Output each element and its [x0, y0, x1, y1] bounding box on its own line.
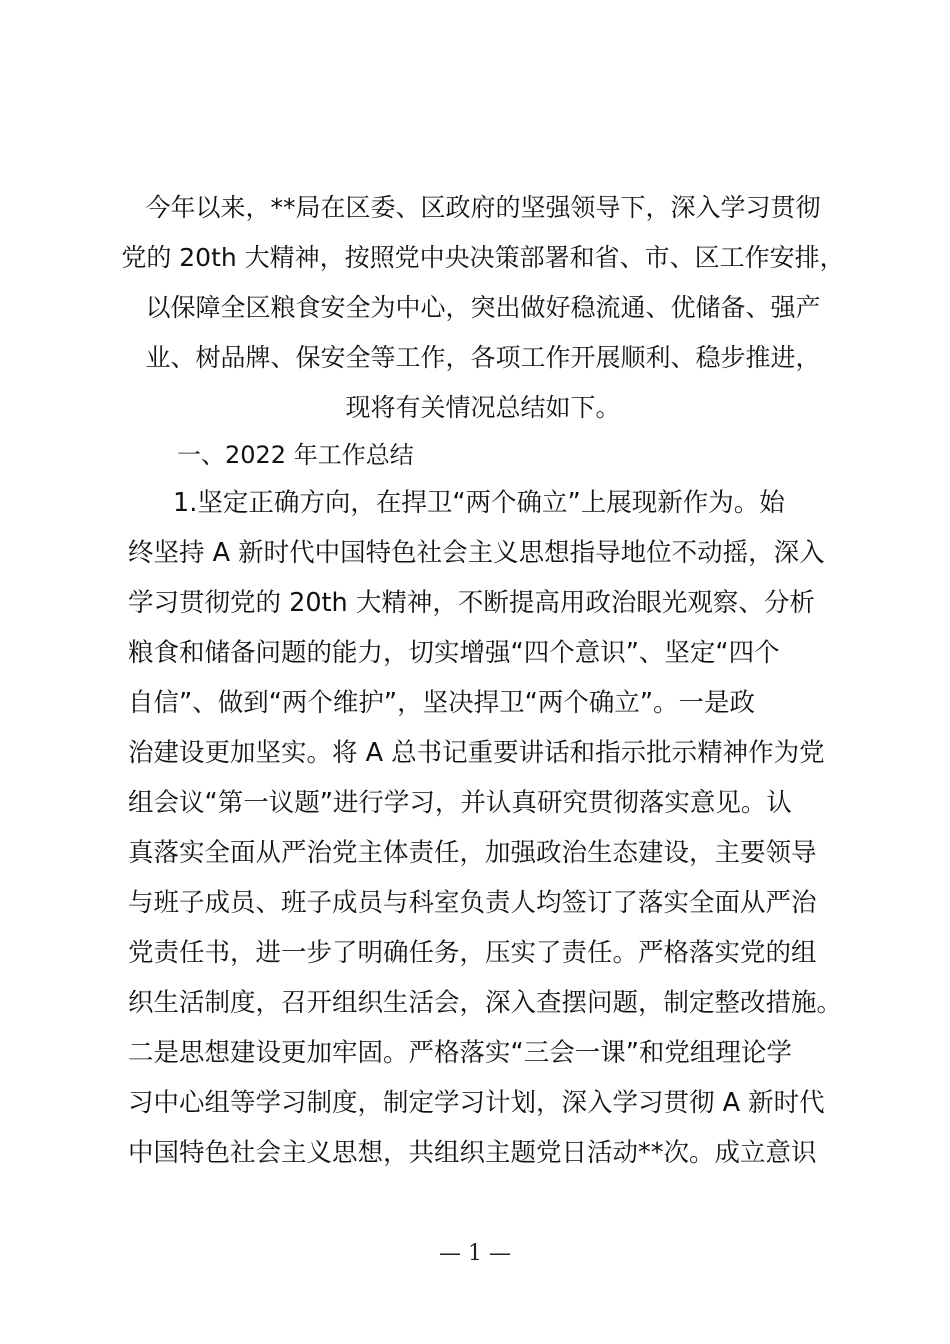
- body-line: 中国特色社会主义思想，共组织主题党日活动**次。成立意识: [128, 1138, 817, 1168]
- body-line: 与班子成员、班子成员与科室负责人均签订了落实全面从严治: [128, 888, 817, 918]
- intro-line: 今年以来，**局在区委、区政府的坚强领导下，深入学习贯彻: [145, 193, 821, 222]
- intro-line: 以保障全区粮食安全为中心，突出做好稳流通、优储备、强产: [145, 293, 821, 322]
- body-line: 终坚持 A 新时代中国特色社会主义思想指导地位不动摇，深入: [128, 538, 825, 568]
- body-line: 组会议“第一议题”进行学习，并认真研究贯彻落实意见。认: [128, 788, 792, 818]
- body-line: 1.坚定正确方向，在捍卫“两个确立”上展现新作为。始: [173, 488, 785, 518]
- intro-line: 现将有关情况总结如下。: [345, 393, 621, 422]
- body-line: 学习贯彻党的 20th 大精神，不断提高用政治眼光观察、分析: [128, 588, 815, 618]
- intro-line: 党的 20th 大精神，按照党中央决策部署和省、市、区工作安排，: [121, 243, 845, 272]
- body-paragraph: [128, 478, 848, 1178]
- body-line: 真落实全面从严治党主体责任，加强政治生态建设，主要领导: [128, 838, 817, 868]
- body-line: 党责任书，进一步了明确任务，压实了责任。严格落实党的组: [128, 938, 817, 968]
- page-number: — 1 —: [439, 1241, 511, 1266]
- intro-paragraph: [118, 183, 848, 433]
- body-line: 二是思想建设更加牢固。严格落实“三会一课”和党组理论学: [128, 1038, 792, 1068]
- intro-line: 业、树品牌、保安全等工作，各项工作开展顺利、稳步推进，: [145, 343, 821, 372]
- body-line: 自信”、做到“两个维护”，坚决捍卫“两个确立”。一是政: [128, 688, 756, 718]
- body-line: 织生活制度，召开组织生活会，深入查摆问题，制定整改措施。: [128, 988, 843, 1018]
- body-line: 粮食和储备问题的能力，切实增强“四个意识”、坚定“四个: [128, 638, 780, 668]
- body-line: 习中心组等学习制度，制定学习计划，深入学习贯彻 A 新时代: [128, 1088, 825, 1118]
- section-heading: 一、2022 年工作总结: [177, 441, 414, 469]
- body-line: 治建设更加坚实。将 A 总书记重要讲话和指示批示精神作为党: [128, 738, 825, 768]
